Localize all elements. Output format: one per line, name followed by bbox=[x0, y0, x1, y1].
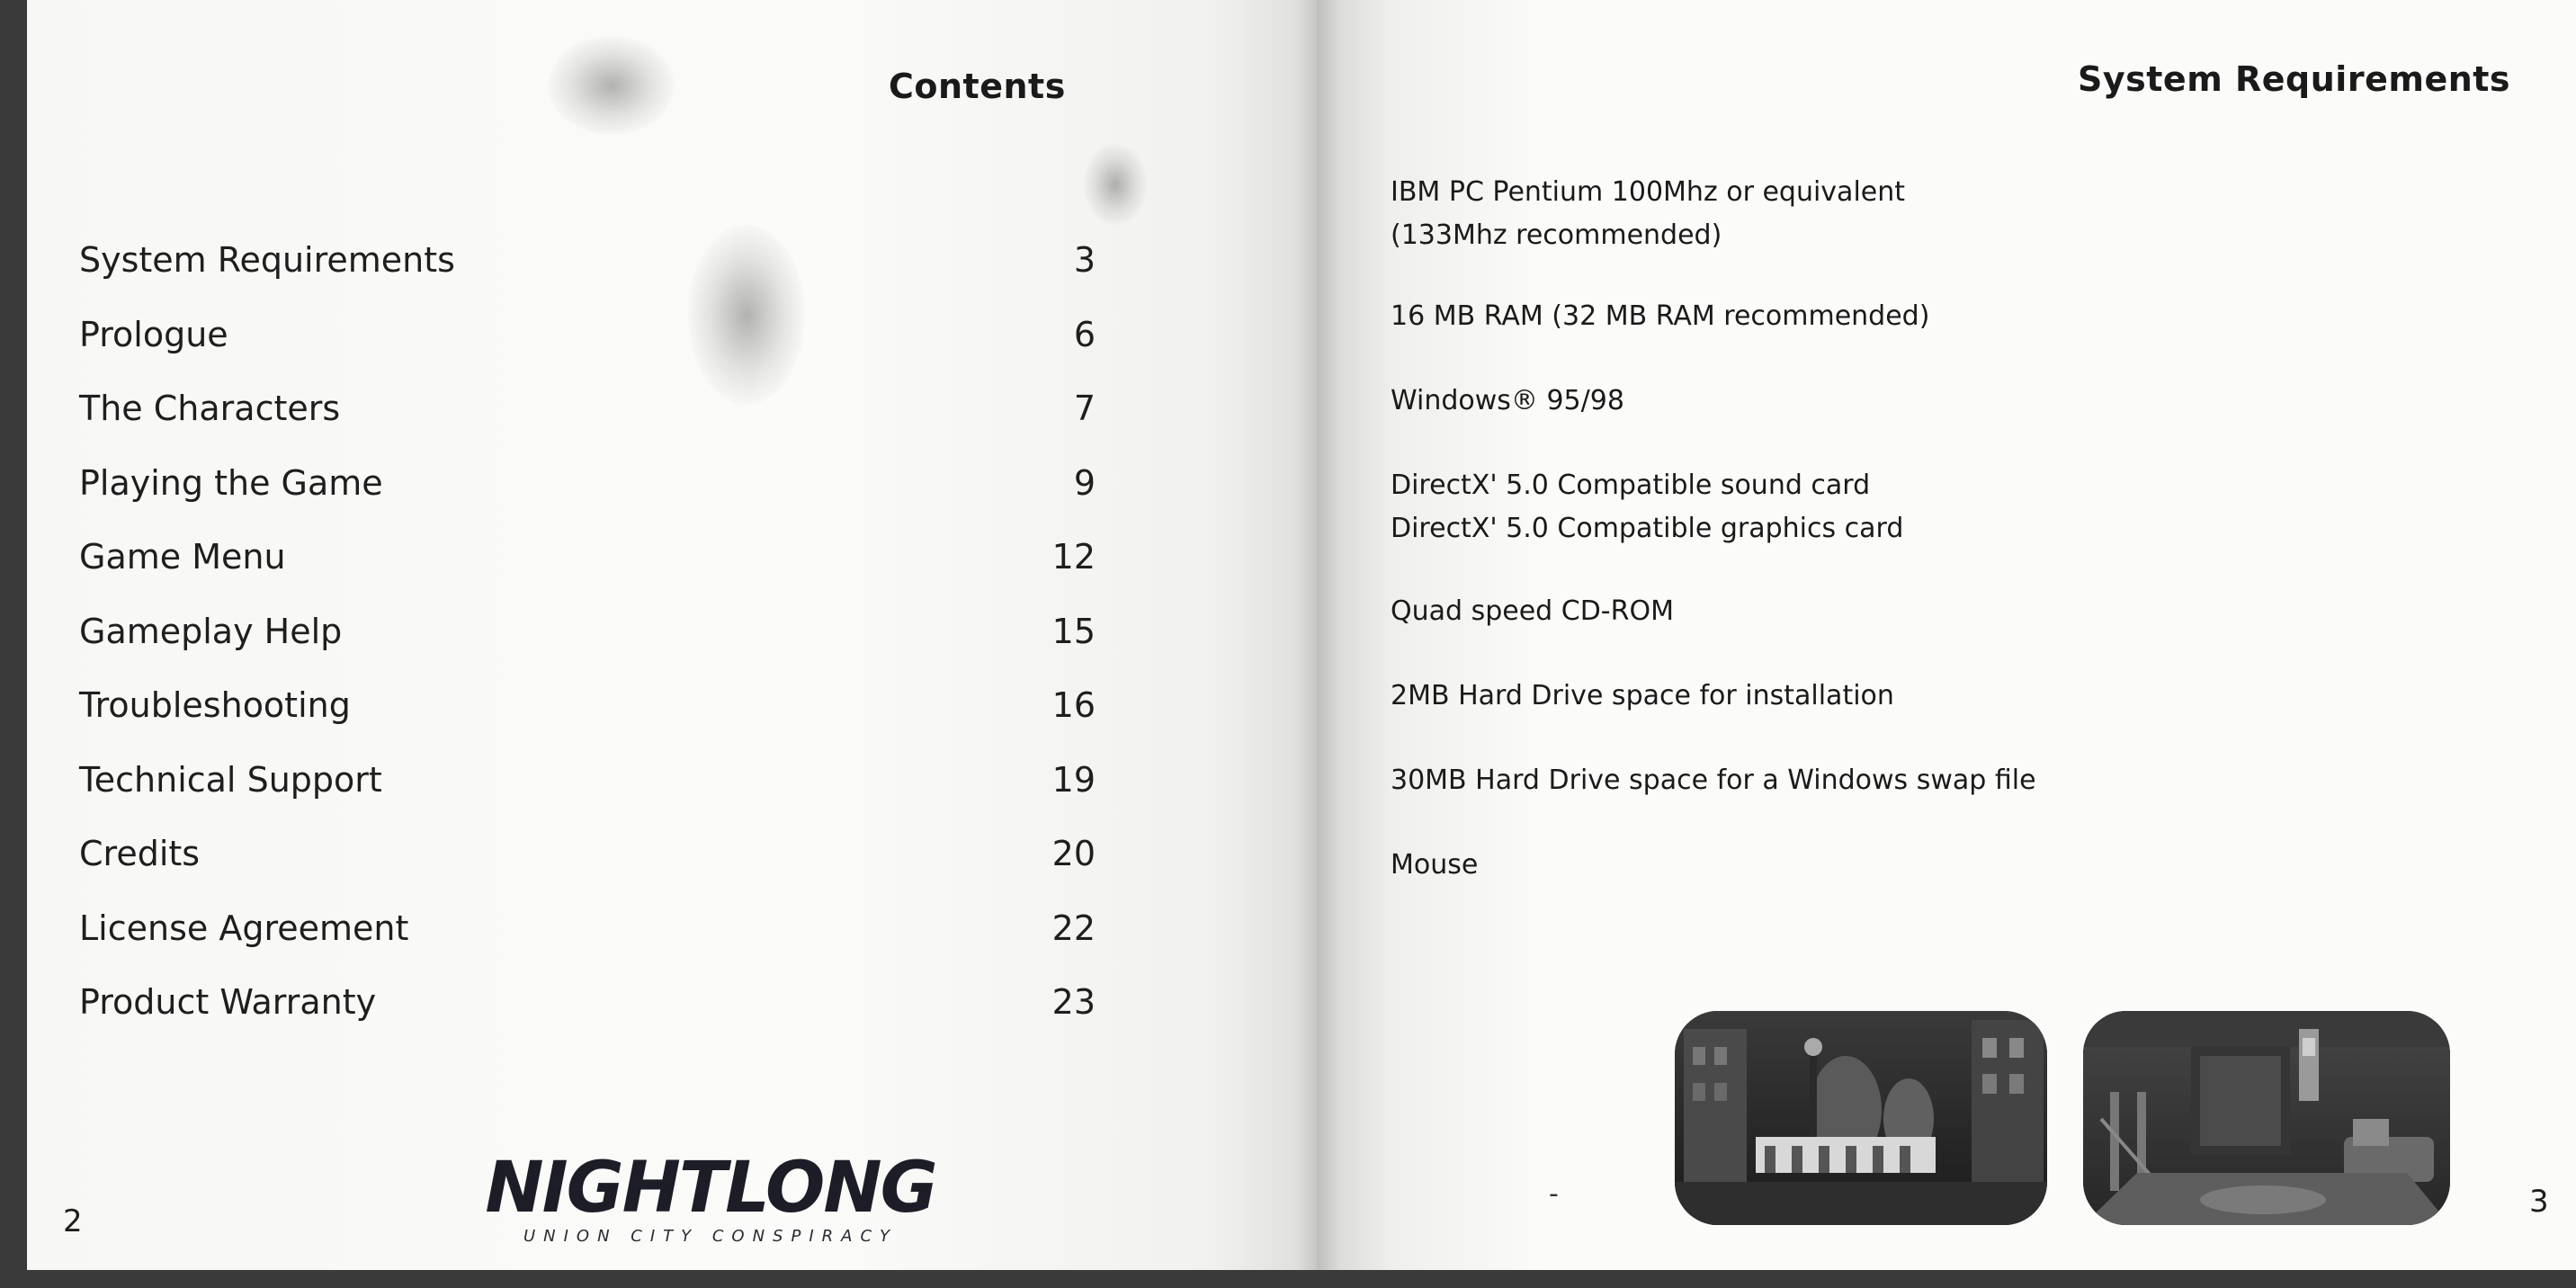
toc-entry-title: The Characters bbox=[79, 389, 341, 429]
nightlong-logo bbox=[477, 1148, 944, 1246]
toc-entry-page: 23 bbox=[1051, 982, 1096, 1023]
toc-entry[interactable] bbox=[79, 446, 1096, 521]
toc-entry-title: License Agreement bbox=[79, 908, 409, 948]
requirement-line: IBM PC Pentium 100Mhz or equivalent bbox=[1391, 176, 1906, 208]
toc-entry-title: Product Warranty bbox=[79, 982, 377, 1023]
toc-entry-title: Credits bbox=[79, 834, 201, 874]
toc-entry[interactable] bbox=[79, 965, 1096, 1040]
requirement-line: 16 MB RAM (32 MB RAM recommended) bbox=[1391, 300, 1930, 332]
page-number-left: 2 bbox=[63, 1203, 83, 1239]
page-dash: - bbox=[1549, 1178, 1559, 1210]
toc-entry-page: 19 bbox=[1051, 759, 1096, 800]
toc-entry[interactable] bbox=[79, 223, 1096, 298]
page-number-right: 3 bbox=[2529, 1184, 2549, 1220]
toc-entry-page: 16 bbox=[1051, 685, 1096, 726]
requirement-line: DirectX' 5.0 Compatible graphics card bbox=[1391, 513, 1904, 544]
room-scene-image bbox=[2083, 1011, 2450, 1225]
toc-entry-page: 15 bbox=[1051, 611, 1096, 651]
contents-page bbox=[27, 0, 1317, 1270]
requirement-line: DirectX' 5.0 Compatible sound card bbox=[1391, 470, 1871, 501]
requirement-item bbox=[1391, 675, 2200, 718]
requirements-list bbox=[1391, 171, 2200, 887]
toc-entry[interactable] bbox=[79, 891, 1096, 966]
requirement-line: (133Mhz recommended) bbox=[1391, 219, 1722, 251]
toc-entry-title: Game Menu bbox=[79, 537, 286, 577]
toc-entry[interactable] bbox=[79, 371, 1096, 446]
requirement-item bbox=[1391, 590, 2200, 633]
book-gutter bbox=[1295, 0, 1340, 1270]
toc-entry-page: 22 bbox=[1051, 908, 1096, 948]
page-title: System Requirements bbox=[2078, 59, 2511, 99]
requirement-item bbox=[1391, 171, 2200, 257]
toc-entry-page: 12 bbox=[1051, 537, 1096, 577]
game-screenshot-room bbox=[2083, 1011, 2450, 1225]
toc-entry-page: 20 bbox=[1051, 834, 1096, 874]
toc-entry[interactable] bbox=[79, 817, 1096, 891]
game-screenshot-street bbox=[1675, 1011, 2047, 1225]
logo-title: NIGHTLONG bbox=[485, 1148, 936, 1229]
toc-entry-page: 7 bbox=[1073, 389, 1096, 429]
toc-entry[interactable] bbox=[79, 520, 1096, 595]
toc-entry-title: Gameplay Help bbox=[79, 611, 343, 651]
requirement-item bbox=[1391, 380, 2200, 423]
page-title: Contents bbox=[889, 67, 1066, 106]
toc-entry[interactable] bbox=[79, 595, 1096, 669]
toc-entry-page: 6 bbox=[1073, 314, 1096, 354]
requirement-item bbox=[1391, 295, 2200, 338]
toc-entry[interactable] bbox=[79, 668, 1096, 743]
toc-entry-title: System Requirements bbox=[79, 240, 455, 281]
requirement-item bbox=[1391, 464, 2200, 550]
requirement-item bbox=[1391, 759, 2200, 802]
toc-entry-page: 9 bbox=[1073, 462, 1096, 503]
toc-entry[interactable] bbox=[79, 743, 1096, 818]
toc-entry-page: 3 bbox=[1073, 240, 1096, 281]
toc-entry[interactable] bbox=[79, 298, 1096, 372]
smudge bbox=[1084, 144, 1147, 225]
toc-entry-title: Troubleshooting bbox=[79, 685, 351, 726]
requirement-line: 2MB Hard Drive space for installation bbox=[1391, 680, 1894, 711]
requirement-line: Windows® 95/98 bbox=[1391, 385, 1624, 416]
toc-entry-title: Technical Support bbox=[79, 759, 382, 800]
logo-subtitle: UNION CITY CONSPIRACY bbox=[523, 1227, 899, 1246]
system-requirements-page bbox=[1317, 0, 2576, 1270]
toc-entry-title: Playing the Game bbox=[79, 462, 383, 503]
requirement-line: Mouse bbox=[1391, 849, 1479, 881]
requirement-line: 30MB Hard Drive space for a Windows swap file bbox=[1391, 765, 2036, 796]
smudge bbox=[549, 36, 675, 135]
table-of-contents bbox=[79, 223, 1096, 1040]
street-scene-image bbox=[1675, 1011, 2047, 1225]
requirement-line: Quad speed CD-ROM bbox=[1391, 595, 1674, 627]
toc-entry-title: Prologue bbox=[79, 314, 228, 354]
requirement-item bbox=[1391, 844, 2200, 887]
